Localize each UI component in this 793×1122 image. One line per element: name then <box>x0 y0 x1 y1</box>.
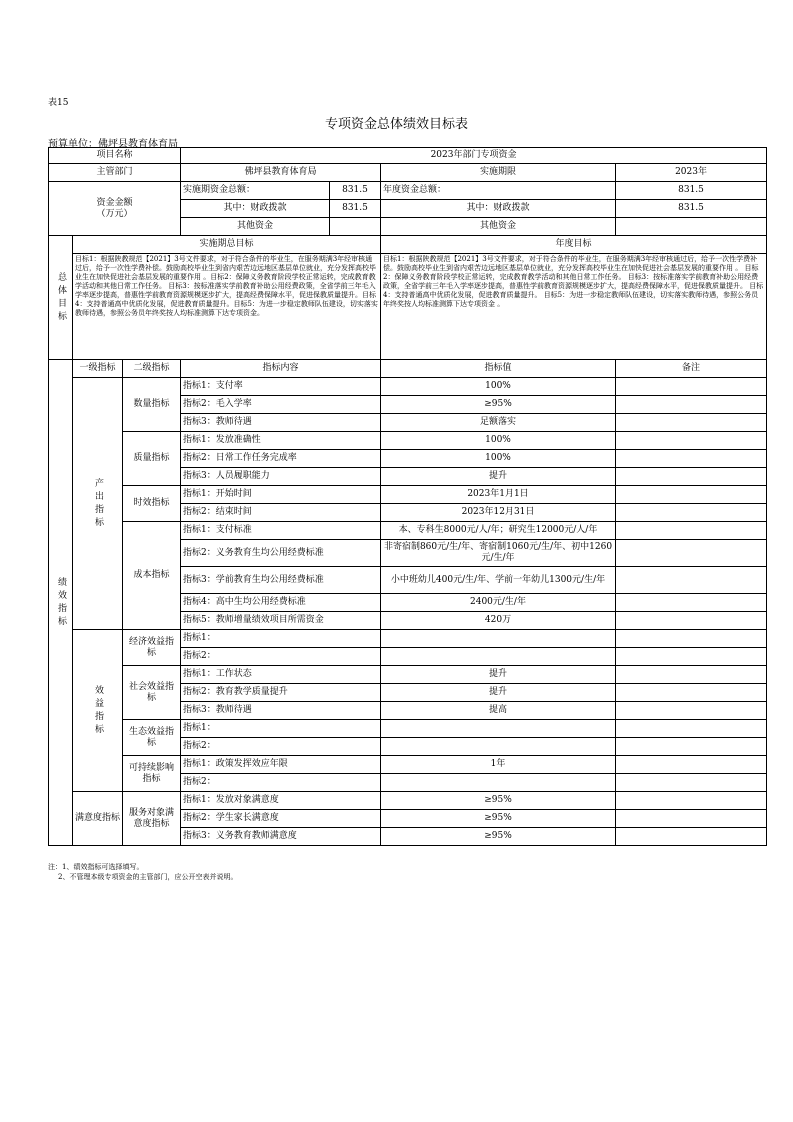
table-row <box>49 792 767 810</box>
indicator-value: 1年 <box>381 756 616 774</box>
cost-indicator-label: 成本指标 <box>123 522 181 630</box>
fund-unit: （万元） <box>96 208 133 219</box>
indicator-content: 指标1：开始时间 <box>181 486 381 504</box>
indicator-remark <box>616 378 767 396</box>
table-row <box>49 756 767 774</box>
satisfaction-indicator-label: 满意度指标 <box>73 792 123 846</box>
indicator-content: 指标1： <box>181 720 381 738</box>
dept-value: 佛坪县教育体育局 <box>181 164 381 182</box>
performance-table <box>48 147 767 846</box>
indicator-content: 指标1：支付率 <box>181 378 381 396</box>
fiscal-label: 其中：财政拨款 <box>181 200 330 218</box>
year-goal-text: 目标1：根据陕教规范【2021】3号文件要求，对于符合条件的毕业生，在服务期满3年经审核通过后，给予一次性学费补偿。鼓励高校毕业生到省内艰苦边远地区基层单位就业，充分发挥高校毕业生在加快促进社会基层发展的重要作用 。 目标2：保障义务教育阶段学校正常运转，完成教育教学活动和其他日常工作任务。 目标3：按标准落实学前教育补助公用经费政策，全省学前三年毛入学率逐步提高，普惠性学前教育资源规模逐步扩大，提高经费保障水平，促进保教质量提升。 目标4：支持普通高中优质化发展，促进教育质量提升。 目标5：为进一步稳定教师队伍建设，切实落实教师待遇，参照公务员年终奖按人均标准测算下达专项资金 。 <box>381 254 767 360</box>
indicator-value: ≥95% <box>381 810 616 828</box>
indicator-value: 小中班幼儿400元/生/年、学前一年幼儿1300元/生/年 <box>381 567 616 594</box>
col-remark: 备注 <box>616 360 767 378</box>
indicator-content: 指标2：日常工作任务完成率 <box>181 450 381 468</box>
dept-label: 主管部门 <box>49 164 181 182</box>
indicator-content: 指标1：工作状态 <box>181 666 381 684</box>
indicator-value <box>381 738 616 756</box>
indicator-remark <box>616 630 767 648</box>
other-label-year: 其他资金 <box>381 218 616 236</box>
indicator-content: 指标1：发放准确性 <box>181 432 381 450</box>
table-row <box>49 378 767 396</box>
timeliness-indicator-label: 时效指标 <box>123 486 181 522</box>
project-name-label: 项目名称 <box>49 148 181 164</box>
indicator-value: 2400元/生/年 <box>381 594 616 612</box>
impl-total-label: 实施期资金总额： <box>181 182 330 200</box>
row-indicator-header <box>49 360 767 378</box>
impl-goal-header: 实施期总目标 <box>73 236 381 254</box>
indicator-value: 420万 <box>381 612 616 630</box>
indicator-content: 指标3：学前教育生均公用经费标准 <box>181 567 381 594</box>
indicator-remark <box>616 432 767 450</box>
indicator-content: 指标1： <box>181 630 381 648</box>
indicator-content: 指标3：教师待遇 <box>181 702 381 720</box>
row-project-name <box>49 148 767 164</box>
table-row <box>49 486 767 504</box>
indicator-value: ≥95% <box>381 828 616 846</box>
other-label: 其他资金 <box>181 218 330 236</box>
table-row <box>49 720 767 738</box>
indicator-value: 提升 <box>381 666 616 684</box>
sustainable-impact-label: 可持续影响指标 <box>123 756 181 792</box>
indicator-value: 2023年1月1日 <box>381 486 616 504</box>
indicator-remark <box>616 594 767 612</box>
row-fund-1 <box>49 182 767 200</box>
indicator-content: 指标2： <box>181 738 381 756</box>
indicator-value: 提高 <box>381 702 616 720</box>
year-total-label: 年度资金总额： <box>381 182 616 200</box>
impl-total-value: 831.5 <box>330 182 381 200</box>
table-row <box>49 522 767 540</box>
indicator-content: 指标2： <box>181 774 381 792</box>
indicator-remark <box>616 828 767 846</box>
economic-benefit-label: 经济效益指标 <box>123 630 181 666</box>
indicator-remark <box>616 666 767 684</box>
indicator-remark <box>616 540 767 567</box>
indicator-remark <box>616 486 767 504</box>
indicator-remark <box>616 774 767 792</box>
indicator-remark <box>616 810 767 828</box>
indicator-content: 指标2：教育教学质量提升 <box>181 684 381 702</box>
fiscal-value-year: 831.5 <box>616 200 767 218</box>
indicator-value: 100% <box>381 450 616 468</box>
table-number: 表15 <box>48 98 69 108</box>
indicator-value <box>381 720 616 738</box>
indicator-content: 指标2：结束时间 <box>181 504 381 522</box>
note-1: 注：1、绩效指标可选择填写。 <box>48 863 144 871</box>
indicator-value <box>381 648 616 666</box>
indicator-content: 指标1：发放对象满意度 <box>181 792 381 810</box>
indicator-content: 指标2：毛入学率 <box>181 396 381 414</box>
overall-goal-label: 总体目标 <box>49 236 73 360</box>
indicator-value: 2023年12月31日 <box>381 504 616 522</box>
quantity-indicator-label: 数量指标 <box>123 378 181 432</box>
col-level2: 二级指标 <box>123 360 181 378</box>
quality-indicator-label: 质量指标 <box>123 432 181 486</box>
indicator-remark <box>616 567 767 594</box>
indicator-remark <box>616 396 767 414</box>
table-row <box>49 630 767 648</box>
col-level1: 一级指标 <box>73 360 123 378</box>
indicator-value: ≥95% <box>381 396 616 414</box>
indicator-value: 100% <box>381 378 616 396</box>
indicator-content: 指标2：学生家长满意度 <box>181 810 381 828</box>
indicator-content: 指标3：人员履职能力 <box>181 468 381 486</box>
footnotes <box>48 862 237 882</box>
period-value: 2023年 <box>616 164 767 182</box>
indicator-remark <box>616 612 767 630</box>
indicator-remark <box>616 414 767 432</box>
table-row <box>49 666 767 684</box>
indicator-content: 指标1：支付标准 <box>181 522 381 540</box>
indicator-remark <box>616 648 767 666</box>
perf-indicator-label: 绩效指标 <box>49 360 73 846</box>
fund-label <box>49 182 181 236</box>
row-goal-text <box>49 254 767 360</box>
year-goal-header: 年度目标 <box>381 236 767 254</box>
indicator-value <box>381 630 616 648</box>
indicator-content: 指标5：教师增量绩效项目所需资金 <box>181 612 381 630</box>
indicator-remark <box>616 738 767 756</box>
indicator-remark <box>616 702 767 720</box>
indicator-remark <box>616 720 767 738</box>
indicator-content: 指标2：义务教育生均公用经费标准 <box>181 540 381 567</box>
ecological-benefit-label: 生态效益指标 <box>123 720 181 756</box>
col-value: 指标值 <box>381 360 616 378</box>
budget-unit: 预算单位：佛坪县教育体育局 <box>48 139 178 150</box>
row-dept <box>49 164 767 182</box>
other-value <box>330 218 381 236</box>
output-indicator-label: 产出指标 <box>73 378 123 630</box>
project-name-value: 2023年部门专项资金 <box>181 148 767 164</box>
fiscal-label-year: 其中：财政拨款 <box>381 200 616 218</box>
indicator-value: 足额落实 <box>381 414 616 432</box>
indicator-value: ≥95% <box>381 792 616 810</box>
fund-label-text: 资金金额 <box>96 197 133 208</box>
indicator-remark <box>616 468 767 486</box>
period-label: 实施期限 <box>381 164 616 182</box>
indicator-remark <box>616 756 767 774</box>
indicator-content: 指标3：教师待遇 <box>181 414 381 432</box>
table-row <box>49 432 767 450</box>
other-value-year <box>616 218 767 236</box>
indicator-content: 指标4：高中生均公用经费标准 <box>181 594 381 612</box>
social-benefit-label: 社会效益指标 <box>123 666 181 720</box>
indicator-content: 指标3：义务教育教师满意度 <box>181 828 381 846</box>
indicator-value: 本、专科生8000元/人/年；研究生12000元/人/年 <box>381 522 616 540</box>
service-satisfaction-label: 服务对象满意度指标 <box>123 792 181 846</box>
impl-goal-text: 目标1：根据陕教规范【2021】3号文件要求，对于符合条件的毕业生，在服务期满3年经审核通过后，给予一次性学费补偿。鼓励高校毕业生到省内艰苦边远地区基层单位就业，充分发挥高校毕业生在加快促进社会基层发展的重要作用 。目标2：保障义务教育阶段学校正常运转，完成教育教学活动和其他日常工作任务。 目标3：按标准落实学前教育补助公用经费政策，全省学前三年毛入学率逐步提高，普惠性学前教育资源规模逐步扩大，提高经费保障水平，促进保教质量提升。目标4：支持普通高中优质化发展，促进教育质量提升。目标5：为进一步稳定教师队伍建设，切实落实教师待遇，参照公务员年终奖按人均标准测算下达专项资金。 <box>73 254 381 360</box>
indicator-value: 非寄宿制860元/生/年、寄宿制1060元/生/年、初中1260元/生/年 <box>381 540 616 567</box>
indicator-value <box>381 774 616 792</box>
indicator-remark <box>616 504 767 522</box>
indicator-content: 指标1：政策发挥效应年限 <box>181 756 381 774</box>
indicator-value: 提升 <box>381 684 616 702</box>
indicator-remark <box>616 792 767 810</box>
indicator-remark <box>616 450 767 468</box>
indicator-content: 指标2： <box>181 648 381 666</box>
row-goal-header <box>49 236 767 254</box>
indicator-remark <box>616 522 767 540</box>
indicator-value: 100% <box>381 432 616 450</box>
year-total-value: 831.5 <box>616 182 767 200</box>
benefit-indicator-label: 效益指标 <box>73 630 123 792</box>
indicator-value: 提升 <box>381 468 616 486</box>
page-title: 专项资金总体绩效目标表 <box>324 117 468 132</box>
indicator-remark <box>616 684 767 702</box>
note-2: 2、不管理本级专项资金的主管部门，应公开空表并说明。 <box>58 873 238 881</box>
fiscal-value: 831.5 <box>330 200 381 218</box>
col-content: 指标内容 <box>181 360 381 378</box>
